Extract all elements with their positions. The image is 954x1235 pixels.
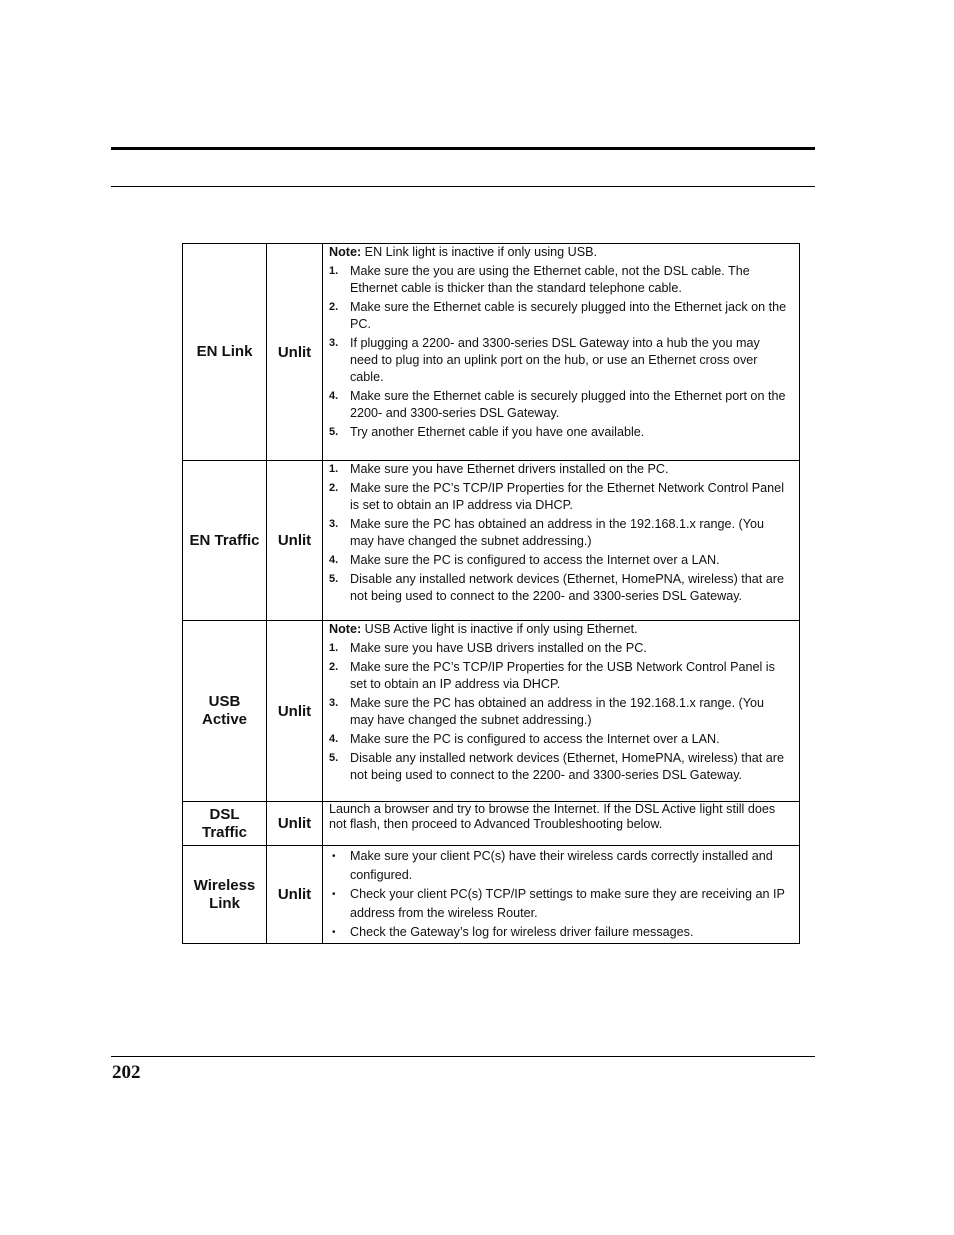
step-text: Make sure you have Ethernet drivers installed on the PC. [350,462,669,476]
light-name-cell [183,461,267,621]
status-cell [267,846,323,944]
light-name-cell [183,621,267,802]
step-text: Try another Ethernet cable if you have one available. [350,425,645,439]
step-text: Make sure the Ethernet cable is securely plugged into the Ethernet jack on the PC. [350,300,787,331]
step-number: 1. [329,463,339,475]
step-text: Make sure the Ethernet cable is securely plugged into the Ethernet port on the 2200- and 3300-series DSL Gateway. [350,389,786,420]
list-item [329,885,791,923]
status-cell [267,802,323,846]
note-text: EN Link light is inactive if only using USB. [361,245,598,259]
step-text: Make sure the PC has obtained an address in the 192.168.1.x range. (You may have changed the subnet addressing.) [350,696,765,727]
step-text: If plugging a 2200- and 3300-series DSL Gateway into a hub the you may need to plug into an uplink port on the hub, or use an Ethernet cross over cable. [350,336,760,384]
step-number: 4. [329,554,339,566]
header-rule-thick [111,147,815,150]
step-text: Make sure you have USB drivers installed on the PC. [350,641,647,655]
step-text: Make sure the PC’s TCP/IP Properties for the USB Network Control Panel is set to obtain an IP address via DHCP. [350,660,775,691]
step-number: 2. [329,301,339,313]
list-item [329,750,791,784]
light-name-line: Wireless [193,876,256,894]
status-value: Unlit [277,886,312,903]
list-item [329,659,791,693]
step-text: Make sure the PC is configured to access the Internet over a LAN. [350,732,720,746]
light-name-line: DSL [209,805,240,823]
status-cell [267,461,323,621]
action-text: Launch a browser and try to browse the Internet. If the DSL Active light still does not flash, then proceed to Advanced Troubleshooting below. [329,802,776,831]
status-cell [267,621,323,802]
list-item [329,461,791,478]
list-item [329,480,791,514]
step-number: 2. [329,482,339,494]
list-item [329,923,791,942]
note-label: Note: [329,245,362,259]
light-name-cell [183,802,267,846]
step-text: Disable any installed network devices (Ethernet, HomePNA, wireless) that are not being used to connect to the 2200- and 3300-series DSL Gateway. [350,751,784,782]
list-item [329,731,791,748]
list-item [329,847,791,885]
list-item [329,335,791,386]
table-row [183,461,800,621]
troubleshooting-table [182,243,800,944]
note [329,621,791,638]
note-text: USB Active light is inactive if only using Ethernet. [361,622,638,636]
step-number: 2. [329,661,339,673]
bullet-icon: • [332,889,336,900]
step-list [329,461,791,605]
step-text: Make sure the you are using the Ethernet cable, not the DSL cable. The Ethernet cable is thicker than the standard telephone cable. [350,264,750,295]
step-number: 5. [329,426,339,438]
step-number: 4. [329,390,339,402]
light-name-line: Active [201,711,248,728]
step-number: 3. [329,337,339,349]
light-name: EN Traffic [189,531,260,549]
list-item [329,640,791,657]
light-name-line: USB [208,693,241,710]
table-row [183,244,800,461]
list-item [329,516,791,550]
table-row [183,621,800,802]
step-text: Disable any installed network devices (Ethernet, HomePNA, wireless) that are not being used to connect to the 2200- and 3300-series DSL Gateway. [350,572,784,603]
step-number: 3. [329,518,339,530]
step-number: 5. [329,573,339,585]
step-number: 1. [329,642,339,654]
action-cell [323,846,800,944]
list-item [329,388,791,422]
light-name-line: Link [209,894,240,912]
bullet-icon: • [332,851,336,862]
step-number: 5. [329,752,339,764]
action-cell [323,461,800,621]
footer-rule [111,1056,815,1057]
list-item [329,571,791,605]
step-list [329,263,791,441]
list-item [329,424,791,441]
status-cell [267,244,323,461]
page-number: 202 [112,1062,141,1083]
step-list [329,640,791,784]
light-name-cell [183,846,267,944]
step-number: 4. [329,733,339,745]
status-value: Unlit [277,702,312,720]
note-label: Note: [329,622,362,636]
header-rule-thin [111,186,815,187]
bullet-text: Check your client PC(s) TCP/IP settings to make sure they are receiving an IP address from the wireless Router. [350,887,785,920]
light-name-cell [183,244,267,461]
action-cell [323,802,800,846]
list-item [329,695,791,729]
bullet-text: Make sure your client PC(s) have their wireless cards correctly installed and configured. [350,849,773,882]
bullet-icon: • [332,927,336,938]
bullet-text: Check the Gateway’s log for wireless driver failure messages. [350,925,694,939]
light-name: EN Link [196,343,253,360]
step-text: Make sure the PC has obtained an address in the 192.168.1.x range. (You may have changed the subnet addressing.) [350,517,765,548]
list-item [329,299,791,333]
action-cell [323,621,800,802]
step-number: 1. [329,265,339,277]
list-item [329,552,791,569]
light-name-line: Traffic [201,823,247,841]
status-value: Unlit [277,532,312,549]
status-value: Unlit [277,343,312,361]
action-cell [323,244,800,461]
status-value: Unlit [277,815,312,832]
step-text: Make sure the PC is configured to access the Internet over a LAN. [350,553,720,567]
bullet-list [329,847,791,942]
table-row [183,802,800,846]
list-item [329,263,791,297]
note [329,244,791,261]
step-number: 3. [329,697,339,709]
step-text: Make sure the PC’s TCP/IP Properties for the Ethernet Network Control Panel is set to obtain an IP address via DHCP. [350,481,784,512]
table-row [183,846,800,944]
